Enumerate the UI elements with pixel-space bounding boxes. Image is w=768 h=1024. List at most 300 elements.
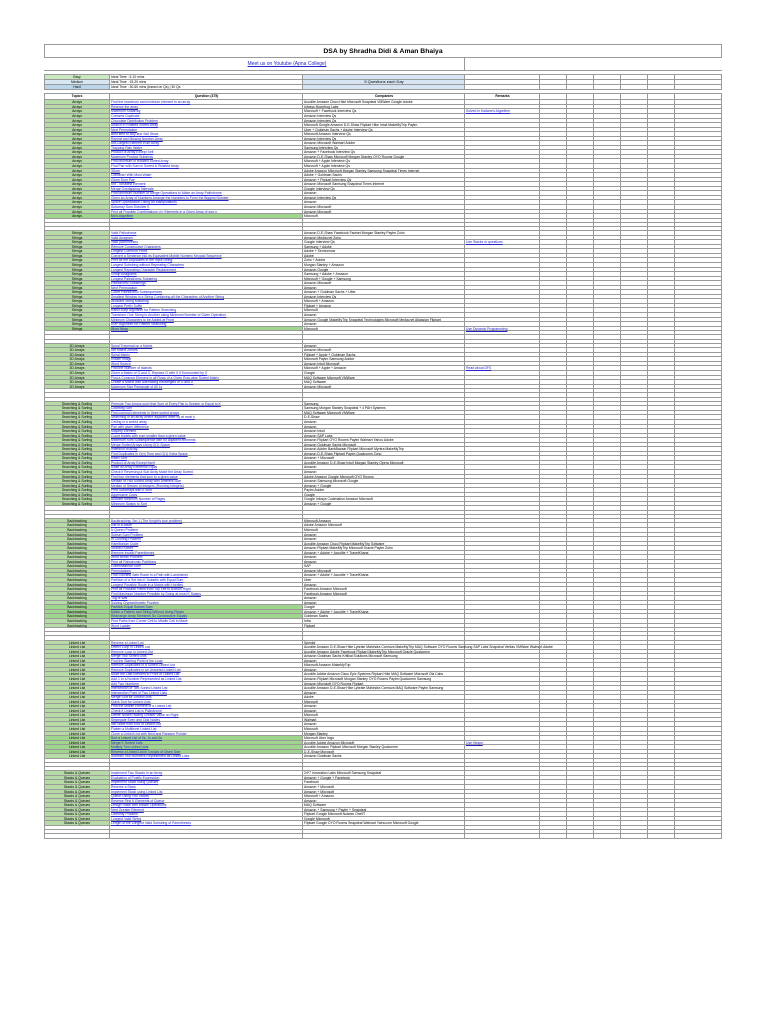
progress-cell[interactable] xyxy=(594,286,621,290)
progress-cell[interactable] xyxy=(567,389,594,392)
progress-cell[interactable] xyxy=(540,767,567,770)
progress-cell[interactable] xyxy=(621,682,648,686)
progress-cell[interactable] xyxy=(567,254,594,258)
progress-cell[interactable] xyxy=(648,366,675,370)
progress-cell[interactable] xyxy=(621,741,648,745)
progress-cell[interactable] xyxy=(675,610,722,614)
progress-cell[interactable] xyxy=(540,75,567,79)
progress-cell[interactable] xyxy=(594,528,621,532)
progress-cell[interactable] xyxy=(594,826,621,829)
progress-cell[interactable] xyxy=(594,141,621,145)
progress-cell[interactable] xyxy=(594,254,621,258)
progress-cell[interactable] xyxy=(594,465,621,469)
progress-cell[interactable] xyxy=(540,452,567,456)
progress-cell[interactable] xyxy=(540,191,567,195)
progress-cell[interactable] xyxy=(621,100,648,104)
youtube-link[interactable]: Meet us on Youtube (Apna College) xyxy=(110,58,465,70)
progress-cell[interactable] xyxy=(594,164,621,168)
progress-cell[interactable] xyxy=(594,668,621,672)
progress-cell[interactable] xyxy=(648,119,675,123)
question-link[interactable]: Palindromic Substrings xyxy=(110,281,303,285)
progress-cell[interactable] xyxy=(567,808,594,812)
progress-cell[interactable] xyxy=(594,258,621,262)
progress-cell[interactable] xyxy=(648,109,675,113)
progress-cell[interactable] xyxy=(594,393,621,396)
question-link[interactable]: Majority Element xyxy=(110,429,303,433)
progress-cell[interactable] xyxy=(675,150,722,154)
progress-cell[interactable] xyxy=(567,672,594,676)
progress-cell[interactable] xyxy=(675,537,722,541)
progress-cell[interactable] xyxy=(675,286,722,290)
progress-cell[interactable] xyxy=(540,169,567,173)
progress-cell[interactable] xyxy=(648,605,675,609)
progress-cell[interactable] xyxy=(621,210,648,214)
progress-cell[interactable] xyxy=(675,245,722,249)
progress-cell[interactable] xyxy=(594,636,621,639)
question-link[interactable]: Make all Array Elements Equal xyxy=(110,465,303,469)
progress-cell[interactable] xyxy=(594,331,621,334)
progress-cell[interactable] xyxy=(675,794,722,798)
question-link[interactable]: Longest Substring without Repeating Characters xyxy=(110,263,303,267)
question-link[interactable]: Product of Array Except Self xyxy=(110,150,303,154)
progress-cell[interactable] xyxy=(621,456,648,460)
progress-cell[interactable] xyxy=(594,645,621,649)
progress-cell[interactable] xyxy=(675,281,722,285)
progress-cell[interactable] xyxy=(675,624,722,628)
progress-cell[interactable] xyxy=(567,794,594,798)
progress-cell[interactable] xyxy=(567,318,594,322)
progress-cell[interactable] xyxy=(675,668,722,672)
progress-cell[interactable] xyxy=(675,402,722,406)
progress-cell[interactable] xyxy=(621,610,648,614)
progress-cell[interactable] xyxy=(648,745,675,749)
progress-cell[interactable] xyxy=(621,700,648,704)
progress-cell[interactable] xyxy=(540,785,567,789)
progress-cell[interactable] xyxy=(675,745,722,749)
remarks-cell[interactable]: Use Stacks or questions xyxy=(465,240,540,244)
progress-cell[interactable] xyxy=(567,771,594,775)
progress-cell[interactable] xyxy=(648,560,675,564)
question-link[interactable]: Space Optimization Using Bit Manipulations xyxy=(110,200,303,204)
question-link[interactable]: Merge K Sorted Lists xyxy=(110,741,303,745)
progress-cell[interactable] xyxy=(567,75,594,79)
progress-cell[interactable] xyxy=(567,596,594,600)
progress-cell[interactable] xyxy=(621,632,648,635)
progress-cell[interactable] xyxy=(567,605,594,609)
progress-cell[interactable] xyxy=(567,497,594,501)
progress-cell[interactable] xyxy=(540,619,567,623)
progress-cell[interactable] xyxy=(621,484,648,488)
progress-cell[interactable] xyxy=(621,249,648,253)
progress-cell[interactable] xyxy=(594,830,621,833)
progress-cell[interactable] xyxy=(675,385,722,389)
progress-cell[interactable] xyxy=(594,146,621,150)
progress-cell[interactable] xyxy=(621,119,648,123)
progress-cell[interactable] xyxy=(540,682,567,686)
question-link[interactable]: Permute Two Arrays such that Sum of Every Pair is Greater or Equal to K xyxy=(110,402,303,406)
progress-cell[interactable] xyxy=(567,470,594,474)
progress-cell[interactable] xyxy=(675,254,722,258)
question-link[interactable]: Aggressive Cows xyxy=(110,493,303,497)
progress-cell[interactable] xyxy=(648,470,675,474)
question-link[interactable]: Merge Sort for Linked Lists xyxy=(110,695,303,699)
progress-cell[interactable] xyxy=(675,169,722,173)
progress-cell[interactable] xyxy=(567,601,594,605)
progress-cell[interactable] xyxy=(567,682,594,686)
progress-cell[interactable] xyxy=(567,85,594,89)
progress-cell[interactable] xyxy=(675,447,722,451)
question-link[interactable]: Find Minimum in Rotated Sorted Array xyxy=(110,159,303,163)
progress-cell[interactable] xyxy=(594,277,621,281)
progress-cell[interactable] xyxy=(594,263,621,267)
progress-cell[interactable] xyxy=(594,808,621,812)
progress-cell[interactable] xyxy=(567,592,594,596)
progress-cell[interactable] xyxy=(648,632,675,635)
progress-cell[interactable] xyxy=(594,515,621,518)
progress-cell[interactable] xyxy=(567,713,594,717)
question-link[interactable]: Intersection Point of Two Linked Lists xyxy=(110,691,303,695)
progress-cell[interactable] xyxy=(648,659,675,663)
progress-cell[interactable] xyxy=(567,785,594,789)
progress-cell[interactable] xyxy=(540,182,567,186)
progress-cell[interactable] xyxy=(648,799,675,803)
progress-cell[interactable] xyxy=(621,546,648,550)
question-link[interactable]: Find Minimum Number of Merge Operations to Make an Array Palindrome xyxy=(110,191,303,195)
progress-cell[interactable] xyxy=(594,272,621,276)
progress-cell[interactable] xyxy=(567,286,594,290)
progress-cell[interactable] xyxy=(621,389,648,392)
progress-cell[interactable] xyxy=(567,159,594,163)
progress-cell[interactable] xyxy=(594,502,621,506)
progress-cell[interactable] xyxy=(567,114,594,118)
progress-cell[interactable] xyxy=(621,551,648,555)
question-link[interactable]: Group Anagrams xyxy=(110,272,303,276)
progress-cell[interactable] xyxy=(621,123,648,127)
progress-cell[interactable] xyxy=(648,348,675,352)
progress-cell[interactable] xyxy=(621,434,648,438)
progress-cell[interactable] xyxy=(675,366,722,370)
progress-cell[interactable] xyxy=(648,704,675,708)
progress-cell[interactable] xyxy=(540,700,567,704)
progress-cell[interactable] xyxy=(621,425,648,429)
progress-cell[interactable] xyxy=(621,299,648,303)
progress-cell[interactable] xyxy=(594,771,621,775)
progress-cell[interactable] xyxy=(567,461,594,465)
progress-cell[interactable] xyxy=(567,650,594,654)
progress-cell[interactable] xyxy=(540,628,567,631)
progress-cell[interactable] xyxy=(621,826,648,829)
progress-cell[interactable] xyxy=(594,700,621,704)
progress-cell[interactable] xyxy=(675,497,722,501)
progress-cell[interactable] xyxy=(621,178,648,182)
question-link[interactable]: Word Ladder xyxy=(110,624,303,628)
progress-cell[interactable] xyxy=(567,290,594,294)
progress-cell[interactable] xyxy=(648,299,675,303)
question-link[interactable]: Remove Duplicates in an Unsorted Linked List xyxy=(110,668,303,672)
progress-cell[interactable] xyxy=(675,146,722,150)
question-link[interactable]: Inversion of Array xyxy=(110,447,303,451)
progress-cell[interactable] xyxy=(594,484,621,488)
question-link[interactable]: Chocolate Distribution Problem xyxy=(110,119,303,123)
progress-cell[interactable] xyxy=(594,80,621,84)
progress-cell[interactable] xyxy=(540,780,567,784)
progress-cell[interactable] xyxy=(675,645,722,649)
progress-cell[interactable] xyxy=(648,447,675,451)
progress-cell[interactable] xyxy=(621,429,648,433)
progress-cell[interactable] xyxy=(621,564,648,568)
progress-cell[interactable] xyxy=(621,502,648,506)
progress-cell[interactable] xyxy=(675,100,722,104)
progress-cell[interactable] xyxy=(675,817,722,821)
progress-cell[interactable] xyxy=(675,119,722,123)
progress-cell[interactable] xyxy=(648,564,675,568)
progress-cell[interactable] xyxy=(567,645,594,649)
progress-cell[interactable] xyxy=(675,493,722,497)
question-link[interactable]: Backtracking: Set 1 (The Knight's tour problem) xyxy=(110,519,303,523)
progress-cell[interactable] xyxy=(540,592,567,596)
progress-cell[interactable] xyxy=(648,551,675,555)
progress-cell[interactable] xyxy=(567,506,594,509)
progress-cell[interactable] xyxy=(648,231,675,235)
progress-cell[interactable] xyxy=(567,686,594,690)
progress-cell[interactable] xyxy=(594,402,621,406)
progress-cell[interactable] xyxy=(675,249,722,253)
progress-cell[interactable] xyxy=(567,425,594,429)
progress-cell[interactable] xyxy=(648,583,675,587)
progress-cell[interactable] xyxy=(648,830,675,833)
progress-cell[interactable] xyxy=(594,362,621,366)
progress-cell[interactable] xyxy=(594,299,621,303)
progress-cell[interactable] xyxy=(621,344,648,348)
progress-cell[interactable] xyxy=(621,128,648,132)
progress-cell[interactable] xyxy=(648,808,675,812)
progress-cell[interactable] xyxy=(567,240,594,244)
progress-cell[interactable] xyxy=(594,353,621,357)
progress-cell[interactable] xyxy=(621,573,648,577)
progress-cell[interactable] xyxy=(567,169,594,173)
question-link[interactable]: Merge Sorted Arrays Using O(1) Space xyxy=(110,443,303,447)
progress-cell[interactable] xyxy=(648,821,675,825)
progress-cell[interactable] xyxy=(567,434,594,438)
progress-cell[interactable] xyxy=(675,771,722,775)
progress-cell[interactable] xyxy=(648,754,675,758)
progress-cell[interactable] xyxy=(621,780,648,784)
progress-cell[interactable] xyxy=(621,605,648,609)
progress-cell[interactable] xyxy=(540,528,567,532)
question-link[interactable]: Queue Using Two Stacks xyxy=(110,794,303,798)
progress-cell[interactable] xyxy=(540,155,567,159)
progress-cell[interactable] xyxy=(621,366,648,370)
progress-cell[interactable] xyxy=(621,137,648,141)
progress-cell[interactable] xyxy=(540,546,567,550)
progress-cell[interactable] xyxy=(621,398,648,401)
progress-cell[interactable] xyxy=(621,258,648,262)
progress-cell[interactable] xyxy=(567,327,594,331)
question-link[interactable]: Count Palindromic Subsequences xyxy=(110,290,303,294)
progress-cell[interactable] xyxy=(567,636,594,639)
progress-cell[interactable] xyxy=(675,502,722,506)
progress-cell[interactable] xyxy=(594,100,621,104)
progress-cell[interactable] xyxy=(594,812,621,816)
progress-cell[interactable] xyxy=(540,128,567,132)
progress-cell[interactable] xyxy=(540,146,567,150)
progress-cell[interactable] xyxy=(648,555,675,559)
progress-cell[interactable] xyxy=(540,340,567,343)
progress-cell[interactable] xyxy=(648,722,675,726)
progress-cell[interactable] xyxy=(540,555,567,559)
progress-cell[interactable] xyxy=(621,371,648,375)
progress-cell[interactable] xyxy=(675,223,722,226)
progress-cell[interactable] xyxy=(567,479,594,483)
question-link[interactable]: Product of Array Except Itself xyxy=(110,461,303,465)
progress-cell[interactable] xyxy=(594,371,621,375)
progress-cell[interactable] xyxy=(567,790,594,794)
progress-cell[interactable] xyxy=(621,601,648,605)
progress-cell[interactable] xyxy=(648,191,675,195)
progress-cell[interactable] xyxy=(567,546,594,550)
progress-cell[interactable] xyxy=(621,322,648,326)
progress-cell[interactable] xyxy=(675,785,722,789)
progress-cell[interactable] xyxy=(648,393,675,396)
progress-cell[interactable] xyxy=(648,695,675,699)
progress-cell[interactable] xyxy=(594,632,621,635)
progress-cell[interactable] xyxy=(675,578,722,582)
progress-cell[interactable] xyxy=(675,704,722,708)
progress-cell[interactable] xyxy=(675,754,722,758)
progress-cell[interactable] xyxy=(648,578,675,582)
progress-cell[interactable] xyxy=(540,164,567,168)
progress-cell[interactable] xyxy=(675,290,722,294)
progress-cell[interactable] xyxy=(648,187,675,191)
progress-cell[interactable] xyxy=(675,376,722,380)
question-link[interactable]: Subset Sum Problem xyxy=(110,533,303,537)
progress-cell[interactable] xyxy=(621,754,648,758)
progress-cell[interactable] xyxy=(567,834,594,837)
progress-cell[interactable] xyxy=(675,231,722,235)
progress-cell[interactable] xyxy=(567,537,594,541)
question-link[interactable]: Kth-Largest Element in an Array xyxy=(110,141,303,145)
progress-cell[interactable] xyxy=(540,542,567,546)
question-link[interactable]: Find four elements that sum to a given value xyxy=(110,475,303,479)
progress-cell[interactable] xyxy=(621,722,648,726)
progress-cell[interactable] xyxy=(594,497,621,501)
progress-cell[interactable] xyxy=(675,790,722,794)
progress-cell[interactable] xyxy=(675,318,722,322)
question-link[interactable]: Find Maximum Number Possible by Doing at-most K Swaps xyxy=(110,592,303,596)
progress-cell[interactable] xyxy=(675,834,722,837)
progress-cell[interactable] xyxy=(648,210,675,214)
progress-cell[interactable] xyxy=(540,573,567,577)
progress-cell[interactable] xyxy=(648,227,675,230)
progress-cell[interactable] xyxy=(675,380,722,384)
question-link[interactable]: Multiply Two Linked Lists xyxy=(110,745,303,749)
progress-cell[interactable] xyxy=(540,601,567,605)
progress-cell[interactable] xyxy=(675,438,722,442)
progress-cell[interactable] xyxy=(675,456,722,460)
progress-cell[interactable] xyxy=(567,830,594,833)
progress-cell[interactable] xyxy=(540,826,567,829)
progress-cell[interactable] xyxy=(594,304,621,308)
progress-cell[interactable] xyxy=(594,389,621,392)
progress-cell[interactable] xyxy=(648,80,675,84)
progress-cell[interactable] xyxy=(675,452,722,456)
progress-cell[interactable] xyxy=(648,718,675,722)
progress-cell[interactable] xyxy=(675,718,722,722)
progress-cell[interactable] xyxy=(567,353,594,357)
progress-cell[interactable] xyxy=(648,219,675,222)
progress-cell[interactable] xyxy=(621,732,648,736)
progress-cell[interactable] xyxy=(621,641,648,645)
progress-cell[interactable] xyxy=(567,227,594,230)
progress-cell[interactable] xyxy=(594,695,621,699)
progress-cell[interactable] xyxy=(567,799,594,803)
progress-cell[interactable] xyxy=(648,691,675,695)
progress-cell[interactable] xyxy=(594,519,621,523)
progress-cell[interactable] xyxy=(675,573,722,577)
progress-cell[interactable] xyxy=(594,376,621,380)
progress-cell[interactable] xyxy=(594,763,621,766)
progress-cell[interactable] xyxy=(567,718,594,722)
progress-cell[interactable] xyxy=(567,214,594,218)
progress-cell[interactable] xyxy=(540,249,567,253)
progress-cell[interactable] xyxy=(567,109,594,113)
progress-cell[interactable] xyxy=(648,533,675,537)
progress-cell[interactable] xyxy=(675,295,722,299)
progress-cell[interactable] xyxy=(675,475,722,479)
progress-cell[interactable] xyxy=(648,277,675,281)
progress-cell[interactable] xyxy=(540,479,567,483)
progress-cell[interactable] xyxy=(675,700,722,704)
progress-cell[interactable] xyxy=(648,736,675,740)
question-link[interactable]: Longest Common Prefix xyxy=(110,249,303,253)
progress-cell[interactable] xyxy=(567,402,594,406)
progress-cell[interactable] xyxy=(675,178,722,182)
progress-cell[interactable] xyxy=(621,182,648,186)
question-link[interactable]: Merge Overlapping Intervals xyxy=(110,187,303,191)
progress-cell[interactable] xyxy=(540,100,567,104)
progress-cell[interactable] xyxy=(621,560,648,564)
question-link[interactable]: Solving Cryptarithmetic Puzzles xyxy=(110,601,303,605)
progress-cell[interactable] xyxy=(675,415,722,419)
progress-cell[interactable] xyxy=(594,429,621,433)
question-link[interactable]: Contains Duplicate xyxy=(110,114,303,118)
question-link[interactable]: Check if Reversing a Sub Array Make the Array Sorted xyxy=(110,470,303,474)
progress-cell[interactable] xyxy=(540,776,567,780)
progress-cell[interactable] xyxy=(567,210,594,214)
question-link[interactable]: Tug of War xyxy=(110,596,303,600)
progress-cell[interactable] xyxy=(594,173,621,177)
question-link[interactable]: Minimum Characters to be Added at Front xyxy=(110,318,303,322)
question-link[interactable]: Ceiling in a sorted array xyxy=(110,420,303,424)
progress-cell[interactable] xyxy=(621,155,648,159)
progress-cell[interactable] xyxy=(675,132,722,136)
progress-cell[interactable] xyxy=(540,263,567,267)
question-link[interactable]: Reverse First K Elements of Queue xyxy=(110,799,303,803)
progress-cell[interactable] xyxy=(567,146,594,150)
progress-cell[interactable] xyxy=(540,803,567,807)
progress-cell[interactable] xyxy=(540,497,567,501)
progress-cell[interactable] xyxy=(648,727,675,731)
progress-cell[interactable] xyxy=(540,645,567,649)
progress-cell[interactable] xyxy=(540,415,567,419)
progress-cell[interactable] xyxy=(621,461,648,465)
progress-cell[interactable] xyxy=(594,236,621,240)
progress-cell[interactable] xyxy=(540,223,567,226)
question-link[interactable]: Reverse the array xyxy=(110,105,303,109)
question-link[interactable]: Find the Middle Element of a Linked List xyxy=(110,704,303,708)
progress-cell[interactable] xyxy=(648,331,675,334)
progress-cell[interactable] xyxy=(540,420,567,424)
